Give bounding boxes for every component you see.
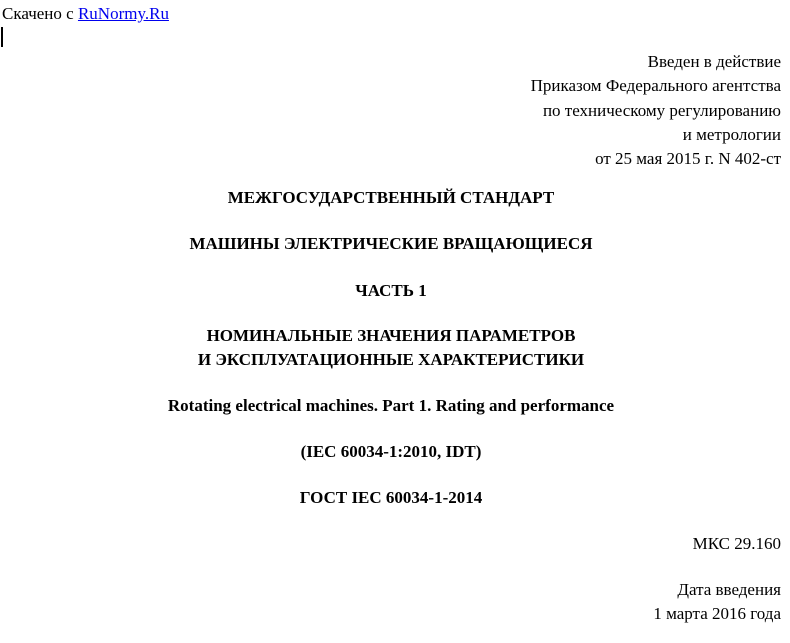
- effective-date-value: 1 марта 2016 года: [653, 604, 781, 623]
- subtitle-line: И ЭКСПЛУАТАЦИОННЫЕ ХАРАКТЕРИСТИКИ: [197, 350, 585, 369]
- enactment-notice: [531, 50, 781, 171]
- enactment-line: и метрологии: [682, 124, 781, 144]
- text-cursor: [1, 27, 3, 47]
- effective-date-label: Дата введения: [677, 580, 781, 599]
- document-subtitle: [0, 324, 782, 372]
- standard-type-heading: МЕЖГОСУДАРСТВЕННЫЙ СТАНДАРТ: [227, 188, 555, 207]
- enactment-line: по техническому регулированию: [542, 100, 781, 120]
- gost-number: ГОСТ IEC 60034-1-2014: [299, 488, 483, 507]
- document-main-title: МАШИНЫ ЭЛЕКТРИЧЕСКИЕ ВРАЩАЮЩИЕСЯ: [189, 234, 593, 253]
- enactment-line: Введен в действие: [647, 52, 781, 71]
- enactment-line: Приказом Федерального агентства: [530, 76, 781, 96]
- download-source-prefix: Скачено с: [2, 4, 74, 23]
- subtitle-line: НОМИНАЛЬНЫЕ ЗНАЧЕНИЯ ПАРАМЕТРОВ: [206, 326, 576, 345]
- document-part-heading: ЧАСТЬ 1: [355, 281, 427, 300]
- enactment-line: от 25 мая 2015 г. N 402-ст: [595, 149, 781, 169]
- iec-reference: (IEC 60034-1:2010, IDT): [300, 442, 482, 461]
- runormy-link[interactable]: RuNormy.Ru: [77, 4, 169, 23]
- download-source-line: [2, 4, 169, 24]
- english-title: Rotating electrical machines. Part 1. Rating and performance: [167, 396, 615, 415]
- effective-date: [653, 578, 781, 626]
- mks-code: МКС 29.160: [692, 534, 781, 553]
